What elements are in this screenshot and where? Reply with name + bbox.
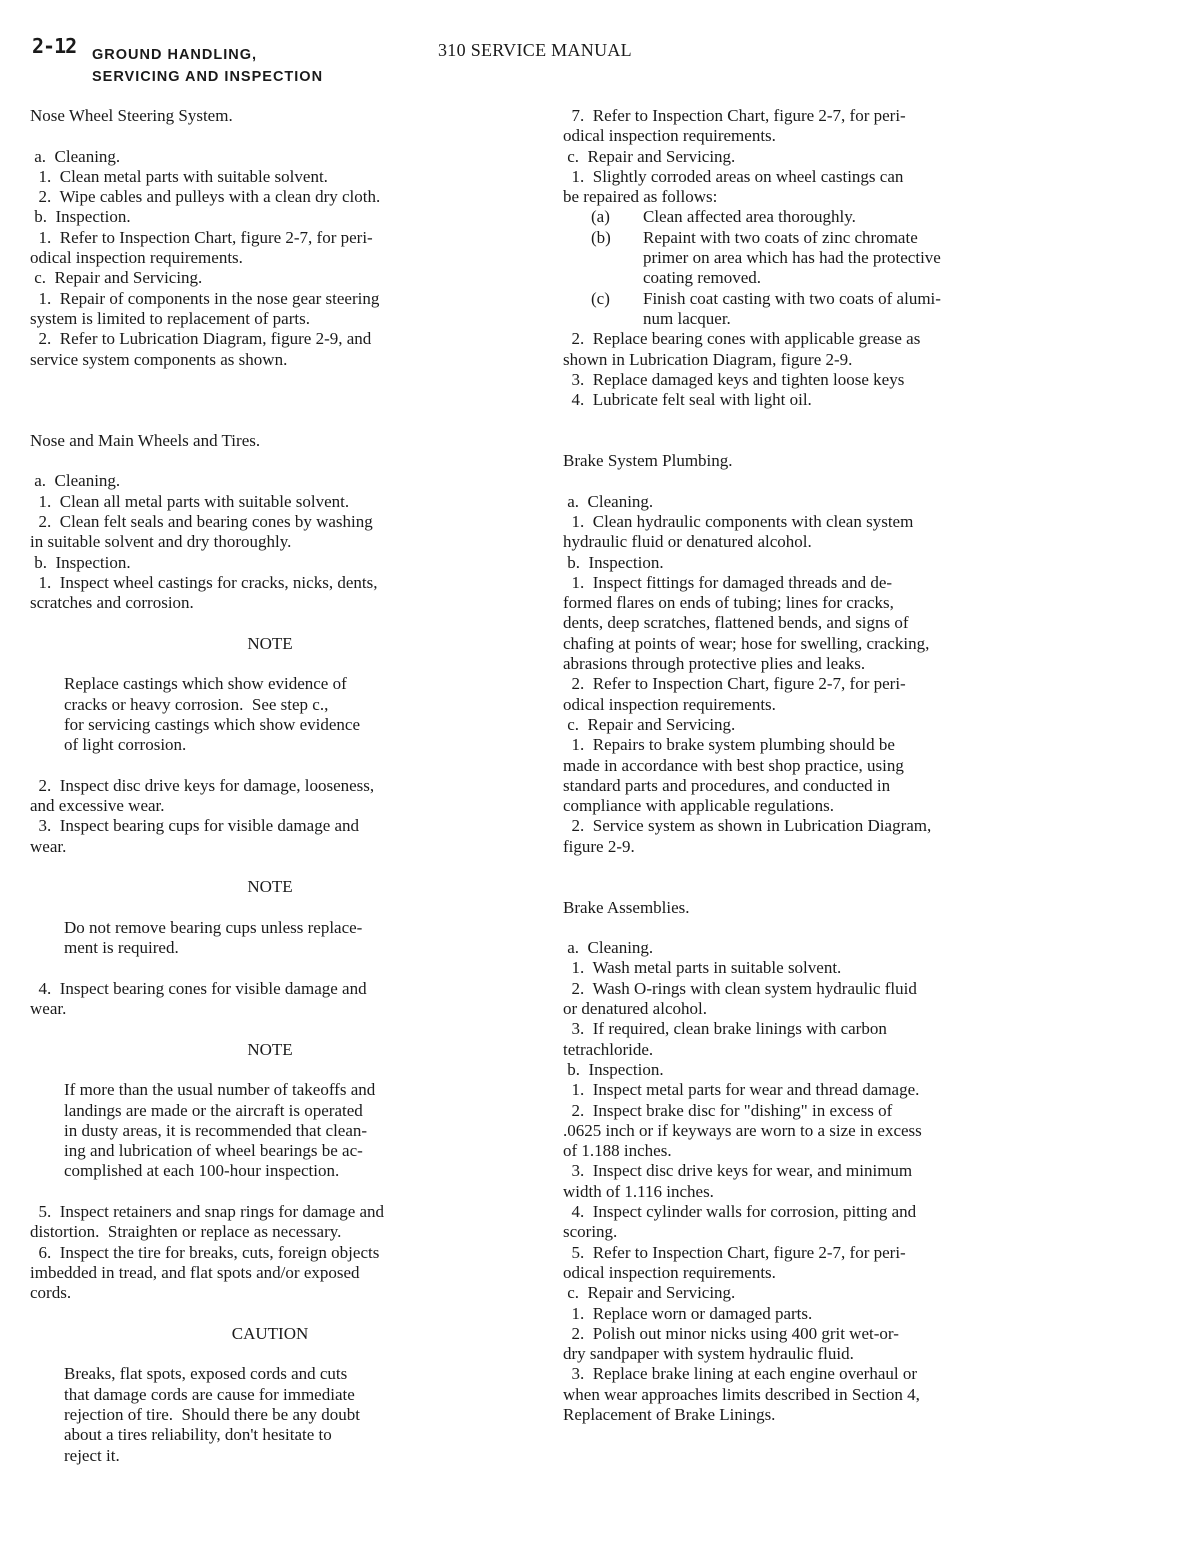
- text-line: of 1.188 inches.: [563, 1141, 672, 1161]
- text-line: num lacquer.: [643, 308, 731, 328]
- text-line: 5. Refer to Inspection Chart, figure 2-7, for peri-: [563, 1242, 906, 1262]
- text-line: c. Repair and Servicing.: [563, 1283, 736, 1303]
- caution-heading: CAUTION: [231, 1323, 309, 1343]
- wheels-tires-body-a: [30, 471, 530, 613]
- text-line: for servicing castings which show evidence: [64, 714, 360, 734]
- text-line: 5. Inspect retainers and snap rings for damage and: [30, 1202, 385, 1222]
- text-line: coating removed.: [643, 268, 762, 288]
- text-line: 2. Refer to Lubrication Diagram, figure 2-9, and: [30, 329, 372, 349]
- section-title-line1: GROUND HANDLING,: [92, 47, 258, 63]
- text-line: b. Inspection.: [30, 552, 131, 572]
- text-line: Replace castings which show evidence of: [64, 674, 347, 694]
- text-line: shown in Lubrication Diagram, figure 2-9.: [563, 349, 853, 369]
- text-line: 2. Wash O-rings with clean system hydraulic fluid: [563, 978, 917, 998]
- text-line: ment is required.: [64, 938, 179, 958]
- text-line: compliance with applicable regulations.: [563, 796, 834, 816]
- text-line: abrasions through protective plies and leaks.: [563, 654, 866, 674]
- text-line: chafing at points of wear; hose for swelling, cracking,: [563, 633, 930, 653]
- text-line: 3. Inspect bearing cups for visible damage and: [30, 816, 360, 836]
- text-line: made in accordance with best shop practice, using: [563, 755, 904, 775]
- text-line: of light corrosion.: [64, 735, 187, 755]
- text-line: b. Inspection.: [30, 207, 131, 227]
- text-line: 2. Replace bearing cones with applicable grease as: [563, 329, 921, 349]
- wheels-tires-body-b: [30, 776, 530, 857]
- text-line: 1. Clean all metal parts with suitable solvent.: [30, 491, 350, 511]
- sub-item-label: (a): [591, 207, 610, 227]
- text-line: rejection of tire. Should there be any doubt: [64, 1405, 360, 1424]
- text-line: 3. Replace brake lining at each engine overhaul or: [563, 1364, 918, 1384]
- text-line: 3. Inspect disc drive keys for wear, and minimum: [563, 1161, 913, 1181]
- section-heading-brake-assemblies: Brake Assemblies.: [563, 897, 690, 917]
- text-line: 2. Polish out minor nicks using 400 grit wet-or-: [563, 1323, 899, 1343]
- text-line: 1. Inspect wheel castings for cracks, nicks, dents,: [30, 572, 378, 592]
- wheels-tires-body-c: [30, 979, 530, 1020]
- note-body-3: [30, 1080, 530, 1181]
- wheels-tires-body-d: [30, 1202, 530, 1303]
- text-line: ing and lubrication of wheel bearings be ac-: [64, 1141, 363, 1161]
- text-line: service system components as shown.: [30, 349, 288, 369]
- text-line: 1. Inspect metal parts for wear and thread damage.: [563, 1080, 920, 1100]
- sub-item-label: (b): [591, 227, 611, 247]
- text-line: 1. Inspect fittings for damaged threads and de-: [563, 572, 893, 592]
- text-line: dry sandpaper with system hydraulic fluid.: [563, 1344, 854, 1364]
- text-line: 1. Clean metal parts with suitable solvent.: [30, 166, 328, 186]
- text-line: odical inspection requirements.: [563, 694, 776, 714]
- text-line: 2. Refer to Inspection Chart, figure 2-7, for peri-: [563, 674, 906, 694]
- section-title-line2: SERVICING AND INSPECTION: [92, 69, 324, 85]
- sub-item: [563, 207, 1073, 227]
- text-line: c. Repair and Servicing.: [563, 146, 736, 166]
- note-body-1: [30, 674, 530, 755]
- text-line: 1. Repair of components in the nose gear steering: [30, 288, 380, 308]
- text-line: 1. Wash metal parts in suitable solvent.: [563, 958, 842, 978]
- text-line: standard parts and procedures, and conducted in: [563, 775, 891, 795]
- right-column: [563, 106, 1073, 1425]
- note-heading-1: NOTE: [247, 633, 293, 653]
- text-line: 2. Inspect disc drive keys for damage, looseness,: [30, 775, 375, 795]
- sub-item: [563, 228, 1073, 289]
- wheels-continued-body-a: [563, 106, 1073, 207]
- text-line: cords.: [30, 1283, 72, 1303]
- wheels-continued-body-b: [563, 329, 1073, 410]
- text-line: hydraulic fluid or denatured alcohol.: [563, 532, 812, 552]
- text-line: Do not remove bearing cups unless replace-: [64, 917, 363, 937]
- text-line: a. Cleaning.: [30, 146, 121, 166]
- caution-body: [30, 1364, 530, 1465]
- text-line: b. Inspection.: [563, 552, 664, 572]
- text-line: that damage cords are cause for immediate: [64, 1384, 355, 1404]
- text-line: odical inspection requirements.: [563, 126, 776, 146]
- repair-sub-items: [563, 207, 1073, 329]
- sub-item-text: [643, 207, 1073, 227]
- text-line: odical inspection requirements.: [30, 248, 243, 268]
- text-line: or denatured alcohol.: [563, 999, 707, 1019]
- text-line: 1. Slightly corroded areas on wheel castings can: [563, 166, 904, 186]
- section-title: [92, 44, 323, 88]
- section-heading-wheels-tires: Nose and Main Wheels and Tires.: [30, 430, 261, 450]
- text-line: 1. Repairs to brake system plumbing should be: [563, 735, 895, 755]
- text-line: 2. Service system as shown in Lubrication Diagram,: [563, 816, 932, 836]
- text-line: wear.: [30, 836, 67, 856]
- sub-item-text: [643, 289, 1073, 330]
- text-line: wear.: [30, 999, 67, 1019]
- text-line: b. Inspection.: [563, 1059, 664, 1079]
- text-line: 7. Refer to Inspection Chart, figure 2-7, for peri-: [563, 106, 906, 125]
- text-line: Finish coat casting with two coats of alumi-: [643, 288, 941, 308]
- text-line: figure 2-9.: [563, 836, 635, 856]
- text-line: complished at each 100-hour inspection.: [64, 1161, 340, 1181]
- text-line: Repaint with two coats of zinc chromate: [643, 227, 918, 247]
- sub-item: [563, 289, 1073, 330]
- text-line: 1. Replace worn or damaged parts.: [563, 1303, 813, 1323]
- text-line: distortion. Straighten or replace as necessary.: [30, 1222, 342, 1242]
- sub-item-text: [643, 228, 1073, 289]
- brake-assemblies-body: [563, 938, 1073, 1425]
- brake-plumbing-body: [563, 492, 1073, 857]
- text-line: 2. Inspect brake disc for "dishing" in excess of: [563, 1100, 893, 1120]
- text-line: when wear approaches limits described in Section 4,: [563, 1384, 920, 1404]
- text-line: about a tires reliability, don't hesitate to: [64, 1425, 332, 1445]
- text-line: in dusty areas, it is recommended that clean-: [64, 1120, 368, 1140]
- note-body-2: [30, 918, 530, 959]
- text-line: scratches and corrosion.: [30, 593, 194, 613]
- text-line: scoring.: [563, 1222, 618, 1242]
- text-line: 4. Inspect cylinder walls for corrosion, pitting and: [563, 1202, 917, 1222]
- text-line: a. Cleaning.: [563, 938, 654, 958]
- text-line: imbedded in tread, and flat spots and/or exposed: [30, 1262, 360, 1282]
- text-line: 4. Inspect bearing cones for visible damage and: [30, 978, 367, 998]
- text-line: width of 1.116 inches.: [563, 1181, 714, 1201]
- text-line: 1. Clean hydraulic components with clean system: [563, 511, 914, 531]
- text-line: a. Cleaning.: [563, 491, 654, 511]
- text-line: Replacement of Brake Linings.: [563, 1405, 776, 1424]
- text-line: If more than the usual number of takeoffs and: [64, 1080, 376, 1100]
- text-line: primer on area which has had the protective: [643, 248, 941, 268]
- text-line: formed flares on ends of tubing; lines for cracks,: [563, 593, 894, 613]
- text-line: be repaired as follows:: [563, 187, 718, 207]
- text-line: in suitable solvent and dry thoroughly.: [30, 532, 292, 552]
- section-heading-nose-steering: Nose Wheel Steering System.: [30, 106, 233, 125]
- text-line: 2. Clean felt seals and bearing cones by washing: [30, 511, 373, 531]
- text-line: 3. If required, clean brake linings with carbon: [563, 1019, 887, 1039]
- manual-title: 310 SERVICE MANUAL: [438, 40, 632, 60]
- nose-steering-body: [30, 147, 530, 370]
- text-line: 2. Wipe cables and pulleys with a clean dry cloth.: [30, 187, 381, 207]
- text-line: dents, deep scratches, flattened bends, and signs of: [563, 613, 909, 633]
- text-line: cracks or heavy corrosion. See step c.,: [64, 694, 329, 714]
- note-heading-3: NOTE: [247, 1039, 293, 1059]
- text-line: .0625 inch or if keyways are worn to a size in excess: [563, 1120, 922, 1140]
- text-line: system is limited to replacement of parts.: [30, 308, 310, 328]
- page-number: 2-12: [32, 34, 77, 58]
- text-line: Breaks, flat spots, exposed cords and cuts: [64, 1364, 348, 1384]
- section-heading-brake-plumbing: Brake System Plumbing.: [563, 451, 733, 471]
- left-column: [30, 106, 530, 1466]
- text-line: tetrachloride.: [563, 1039, 654, 1059]
- text-line: 4. Lubricate felt seal with light oil.: [563, 390, 812, 410]
- text-line: a. Cleaning.: [30, 471, 121, 491]
- note-heading-2: NOTE: [247, 877, 293, 897]
- text-line: 1. Refer to Inspection Chart, figure 2-7, for peri-: [30, 227, 373, 247]
- text-line: c. Repair and Servicing.: [563, 714, 736, 734]
- text-line: odical inspection requirements.: [563, 1262, 776, 1282]
- sub-item-label: (c): [591, 288, 610, 308]
- text-line: Clean affected area thoroughly.: [643, 207, 856, 227]
- text-line: 3. Replace damaged keys and tighten loose keys: [563, 369, 905, 389]
- text-line: c. Repair and Servicing.: [30, 268, 203, 288]
- text-line: and excessive wear.: [30, 796, 165, 816]
- text-line: reject it.: [64, 1445, 120, 1465]
- text-line: landings are made or the aircraft is operated: [64, 1100, 363, 1120]
- text-line: 6. Inspect the tire for breaks, cuts, foreign objects: [30, 1242, 380, 1262]
